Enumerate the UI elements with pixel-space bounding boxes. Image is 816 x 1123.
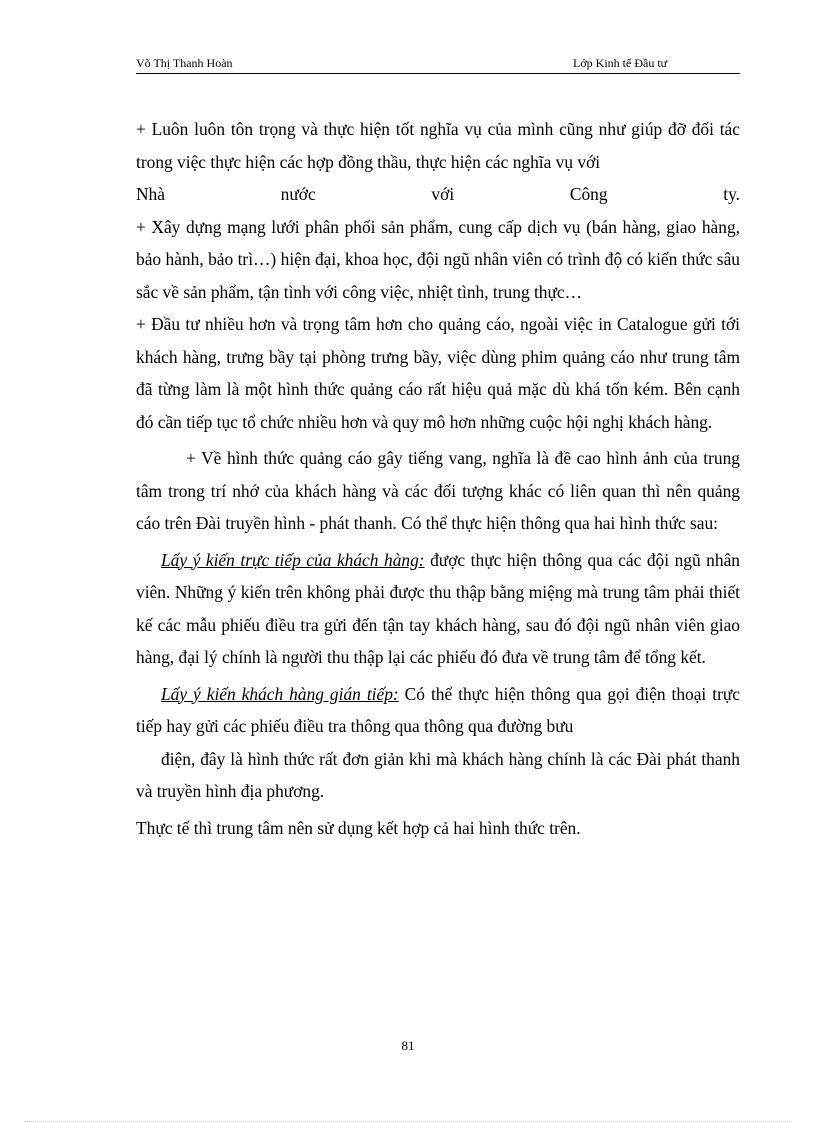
page-bottom-rule bbox=[24, 1121, 792, 1122]
paragraph-distribution-network: + Xây dựng mạng lưới phân phối sản phẩm, cung cấp dịch vụ (bán hàng, giao hàng, bảo hành, bảo trì…) hiện đại, khoa học, đội ngũ nhân viên có trình độ có kiến thức sâu sắc về sản phẩm, tận tình với công việc, nhiệt tình, trung thực… bbox=[136, 216, 740, 302]
paragraph-advertising-investment: + Đầu tư nhiều hơn và trọng tâm hơn cho quảng cáo, ngoài việc in Catalogue gửi tới khách hàng, trưng bầy tại phòng trưng bầy, việc dùng phim quảng cáo như trung tâm đã từng làm là một hình thức quảng cáo rất hiệu quả mặc dù khá tốn kém. Bên cạnh đó cần tiếp tục tổ chức nhiều hơn và quy mô hơn những cuộc hội nghị khách hàng. bbox=[136, 314, 740, 432]
paragraph-indirect-feedback bbox=[136, 678, 740, 743]
direct-feedback-text: được thực hiện thông qua các đội ngũ nhân viên. Những ý kiến trên không phải được thu thập bằng miệng mà trung tâm phải thiết kế các mẫu phiếu điều tra gửi đến tận tay khách hàng, sau đó đội ngũ nhân viên giao hàng, đại lý chính là người thu thập lại các phiếu đó đưa về trung tâm để tổng kết. bbox=[136, 549, 740, 667]
paragraph-obligations-end: Nhà nước với Công ty. bbox=[136, 184, 740, 204]
header-author: Võ Thị Thanh Hoàn bbox=[136, 56, 233, 70]
paragraph-indirect-feedback-cont: điện, đây là hình thức rất đơn giản khi mà khách hàng chính là các Đài phát thanh và truyền hình địa phương. bbox=[136, 748, 740, 801]
paragraph-advertising-form: + Về hình thức quảng cáo gây tiếng vang, nghĩa là đề cao hình ảnh của trung tâm trong trí nhớ của khách hàng và các đối tượng khác có liên quan thì nên quảng cáo trên Đài truyền hình - phát thanh. Có thể thực hiện thông qua hai hình thức sau: bbox=[136, 448, 740, 533]
paragraph-direct-feedback bbox=[136, 544, 740, 674]
paragraph-conclusion: Thực tế thì trung tâm nên sử dụng kết hợp cả hai hình thức trên. bbox=[136, 817, 581, 838]
header-class-name: Lớp Kinh tế Đầu tư bbox=[573, 56, 668, 70]
page-header bbox=[136, 56, 740, 74]
indirect-feedback-title: Lấy ý kiến khách hàng gián tiếp: bbox=[161, 683, 399, 704]
page-number: 81 bbox=[401, 1038, 415, 1053]
direct-feedback-title: Lấy ý kiến trực tiếp của khách hàng: bbox=[161, 549, 425, 570]
document-body bbox=[136, 113, 740, 844]
paragraph-obligations: + Luôn luôn tôn trọng và thực hiện tốt nghĩa vụ của mình cũng như giúp đỡ đối tác trong việc thực hiện các hợp đồng thầu, thực hiện các nghĩa vụ với bbox=[136, 119, 740, 172]
indirect-feedback-text: Có thể thực hiện thông qua gọi điện thoại trực tiếp hay gửi các phiếu điều tra thông qua thông qua đường bưu bbox=[136, 683, 740, 736]
